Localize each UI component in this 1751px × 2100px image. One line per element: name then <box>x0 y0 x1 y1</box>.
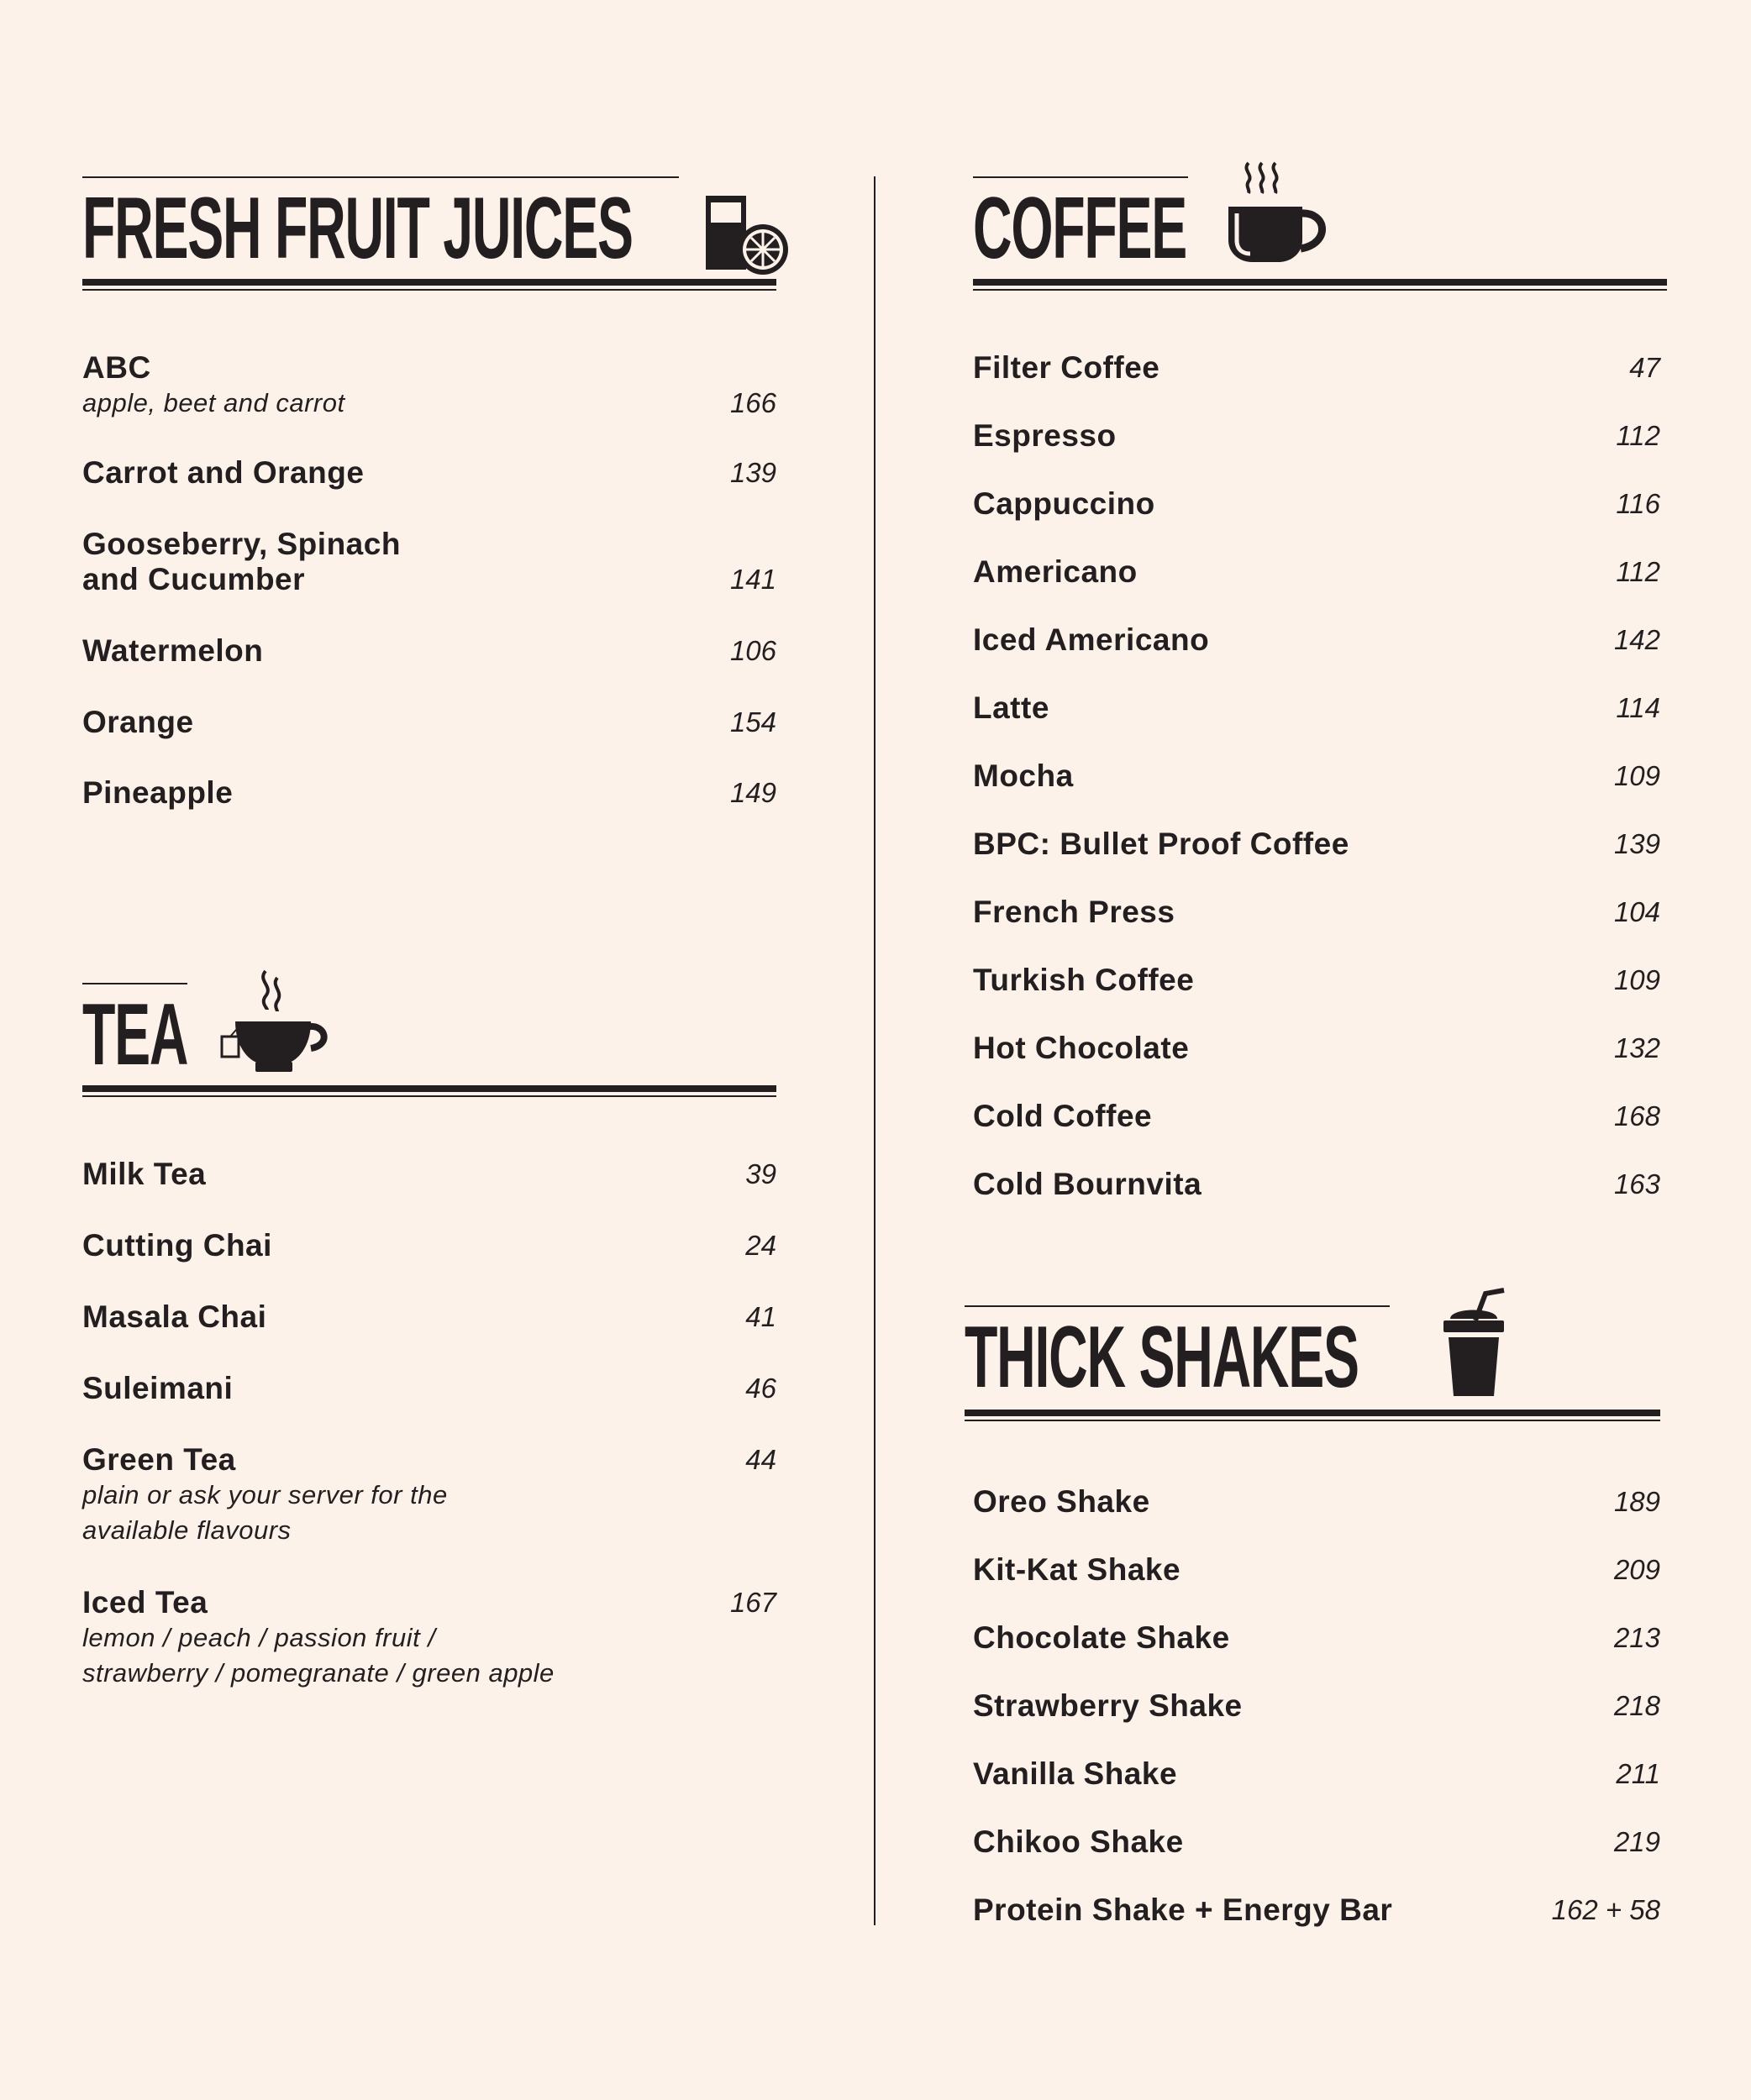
item-name: ABC <box>82 350 151 385</box>
item-price: 139 <box>1613 828 1660 859</box>
item-name: Orange <box>82 705 194 739</box>
menu-item <box>82 1442 776 1548</box>
item-price: 46 <box>745 1373 776 1404</box>
item-price: 149 <box>729 777 776 808</box>
coffee-cup-icon <box>1225 160 1334 275</box>
item-name: Pineapple <box>82 775 234 810</box>
coffee-thick-rule <box>973 279 1667 286</box>
coffee-thin-rule <box>973 289 1667 291</box>
item-name: Green Tea <box>82 1442 236 1477</box>
item-price: 142 <box>1613 624 1660 655</box>
item-price: 114 <box>1616 692 1660 723</box>
item-name: Cold Coffee <box>973 1099 1153 1133</box>
menu-item <box>82 633 776 669</box>
menu-item <box>973 1824 1660 1860</box>
menu-item <box>973 690 1660 726</box>
shakes-thin-rule <box>965 1420 1660 1421</box>
item-price: 141 <box>729 564 776 595</box>
item-price: 116 <box>1616 488 1660 519</box>
item-price: 139 <box>729 457 776 488</box>
menu-item <box>973 1893 1660 1928</box>
item-price: 109 <box>1613 964 1660 995</box>
coffee-title: COFFEE <box>973 180 1187 277</box>
item-price: 166 <box>729 387 776 418</box>
item-price: 218 <box>1613 1690 1660 1721</box>
item-price: 44 <box>745 1444 776 1475</box>
item-name: Mocha <box>973 759 1074 793</box>
menu-item <box>973 1620 1660 1656</box>
tea-thick-rule <box>82 1085 776 1092</box>
item-price: 104 <box>1613 896 1660 927</box>
juices-thin-rule <box>82 289 776 291</box>
menu-item <box>973 1031 1660 1066</box>
item-price: 132 <box>1613 1032 1660 1063</box>
item-name: Chocolate Shake <box>973 1620 1230 1655</box>
item-name: Filter Coffee <box>973 350 1160 385</box>
menu-item <box>82 455 776 491</box>
menu-item <box>82 1371 776 1406</box>
item-name: Iced Tea <box>82 1585 208 1620</box>
item-name-line-1: Gooseberry, Spinach <box>82 527 401 561</box>
shake-cup-icon <box>1435 1285 1519 1404</box>
item-name: Vanilla Shake <box>973 1756 1178 1791</box>
shakes-thick-rule <box>965 1410 1660 1416</box>
juices-top-line <box>82 176 679 178</box>
item-price: 163 <box>1613 1168 1660 1200</box>
menu-item <box>973 895 1660 930</box>
menu-item <box>82 1228 776 1263</box>
item-description-line-2: available flavours <box>82 1515 292 1545</box>
item-description-line-1: plain or ask your server for the <box>82 1480 448 1509</box>
juices-title: FRESH FRUIT JUICES <box>82 180 633 277</box>
item-description-line-1: lemon / peach / passion fruit / <box>82 1623 436 1652</box>
menu-item <box>973 827 1660 862</box>
item-price: 162 + 58 <box>1551 1894 1660 1925</box>
item-price: 112 <box>1616 556 1660 587</box>
item-price: 106 <box>729 635 776 666</box>
item-price: 154 <box>729 706 776 738</box>
column-divider <box>874 176 876 1925</box>
item-name: Oreo Shake <box>973 1484 1150 1519</box>
juices-thick-rule <box>82 279 776 286</box>
menu-item <box>973 418 1660 454</box>
menu-item <box>82 350 776 421</box>
menu-item <box>973 1099 1660 1134</box>
shakes-title: THICK SHAKES <box>965 1309 1359 1406</box>
menu-item <box>973 1167 1660 1202</box>
item-price: 39 <box>745 1158 776 1189</box>
tea-title: TEA <box>82 986 188 1084</box>
item-name: Protein Shake + Energy Bar <box>973 1893 1393 1927</box>
item-name: French Press <box>973 895 1175 929</box>
menu-item <box>82 1157 776 1192</box>
item-name: Cutting Chai <box>82 1228 272 1263</box>
item-name-line-2: and Cucumber <box>82 562 306 596</box>
item-name: Milk Tea <box>82 1157 207 1191</box>
item-name: Turkish Coffee <box>973 963 1195 997</box>
menu-item <box>82 705 776 740</box>
menu-item <box>973 622 1660 658</box>
coffee-section <box>973 160 1660 1218</box>
menu-item <box>973 350 1660 386</box>
menu-item <box>82 775 776 811</box>
juices-section <box>82 172 776 844</box>
menu-item <box>82 1585 776 1691</box>
item-price: 209 <box>1613 1554 1660 1585</box>
item-price: 167 <box>729 1587 776 1618</box>
item-name: Cold Bournvita <box>973 1167 1202 1201</box>
tea-thin-rule <box>82 1095 776 1097</box>
tea-section <box>82 966 776 1722</box>
item-price: 41 <box>745 1301 776 1332</box>
item-name: Watermelon <box>82 633 264 668</box>
coffee-top-line <box>973 176 1188 178</box>
menu-item <box>973 554 1660 590</box>
item-price: 213 <box>1613 1622 1660 1653</box>
menu-item <box>973 1688 1660 1724</box>
item-name: Masala Chai <box>82 1299 267 1334</box>
juice-glass-icon <box>702 182 797 281</box>
shakes-section <box>965 1285 1660 1940</box>
shakes-top-line <box>965 1305 1390 1307</box>
item-name: Cappuccino <box>973 486 1155 521</box>
menu-item <box>82 1299 776 1335</box>
menu-item <box>973 1484 1660 1520</box>
menu-item <box>82 527 776 597</box>
item-name: Suleimani <box>82 1371 234 1405</box>
item-name: Espresso <box>973 418 1117 453</box>
item-name: Kit-Kat Shake <box>973 1552 1181 1587</box>
item-price: 219 <box>1613 1826 1660 1857</box>
item-name: BPC: Bullet Proof Coffee <box>973 827 1349 861</box>
menu-item <box>973 486 1660 522</box>
menu-item <box>973 1756 1660 1792</box>
item-name: Hot Chocolate <box>973 1031 1190 1065</box>
menu-item <box>973 1552 1660 1588</box>
item-price: 189 <box>1613 1486 1660 1517</box>
item-price: 109 <box>1613 760 1660 791</box>
item-name: Iced Americano <box>973 622 1210 657</box>
tea-top-line <box>82 983 187 984</box>
item-price: 112 <box>1616 420 1660 451</box>
item-name: Chikoo Shake <box>973 1824 1184 1859</box>
teacup-icon <box>217 966 334 1081</box>
item-name: Strawberry Shake <box>973 1688 1243 1723</box>
item-description: apple, beet and carrot <box>82 388 345 417</box>
menu-item <box>973 759 1660 794</box>
item-price: 47 <box>1629 352 1660 383</box>
item-price: 24 <box>745 1230 776 1261</box>
item-name: Carrot and Orange <box>82 455 365 490</box>
menu-item <box>973 963 1660 998</box>
item-name: Americano <box>973 554 1138 589</box>
item-price: 168 <box>1613 1100 1660 1131</box>
item-description-line-2: strawberry / pomegranate / green apple <box>82 1658 555 1688</box>
item-price: 211 <box>1616 1758 1660 1789</box>
item-name: Latte <box>973 690 1049 725</box>
